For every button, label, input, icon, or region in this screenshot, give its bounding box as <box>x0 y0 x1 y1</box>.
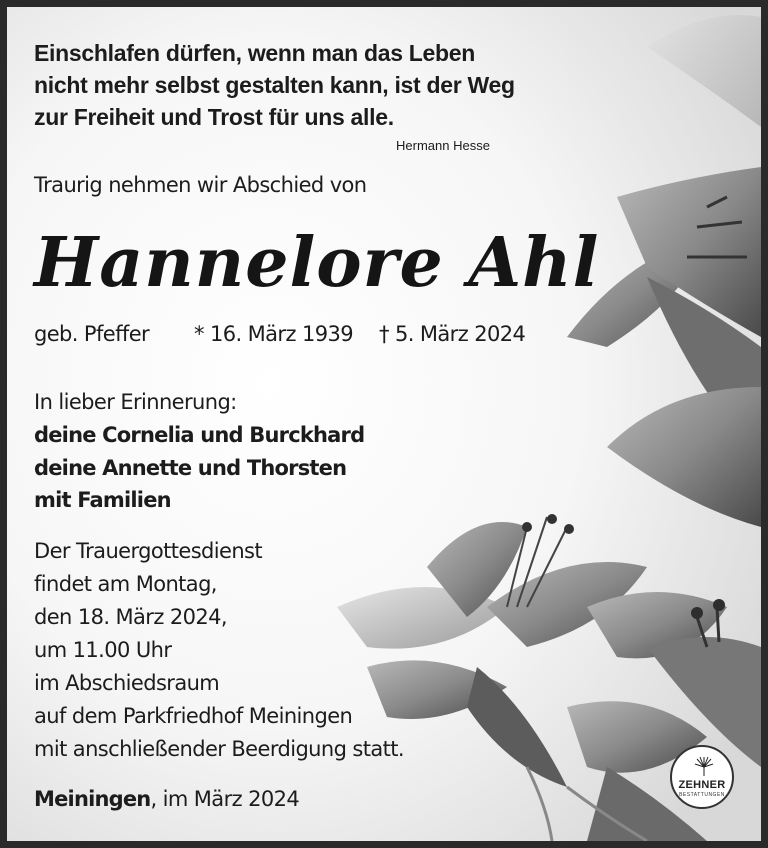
birth-name: geb. Pfeffer <box>34 322 150 346</box>
funeral-home-logo <box>670 745 734 809</box>
intro-text: Traurig nehmen wir Abschied von <box>34 173 367 197</box>
mourner-line-1: deine Cornelia und Burckhard <box>34 423 365 447</box>
birth-date: * 16. März 1939 <box>194 322 354 346</box>
closing-date: , im März 2024 <box>150 787 300 811</box>
service-line-2: findet am Montag, <box>34 572 217 596</box>
quote-author: Hermann Hesse <box>396 138 490 153</box>
service-line-6: auf dem Parkfriedhof Meiningen <box>34 704 353 728</box>
quote-line-1: Einschlafen dürfen, wenn man das Leben <box>34 40 476 66</box>
service-line-1: Der Trauergottesdienst <box>34 539 263 563</box>
quote-line-3: zur Freiheit und Trost für uns alle. <box>34 104 394 130</box>
service-line-7: mit anschließender Beerdigung statt. <box>34 737 404 761</box>
service-line-3: den 18. März 2024, <box>34 605 227 629</box>
death-date: † 5. März 2024 <box>379 322 526 346</box>
quote-line-2: nicht mehr selbst gestalten kann, ist der Weg <box>34 72 515 98</box>
closing-line <box>34 787 299 811</box>
service-line-4: um 11.00 Uhr <box>34 638 172 662</box>
dandelion-icon <box>694 755 714 777</box>
mourner-line-3: mit Familien <box>34 488 171 512</box>
service-line-5: im Abschiedsraum <box>34 671 220 695</box>
mourners-heading: In lieber Erinnerung: <box>34 390 237 414</box>
deceased-name: Hannelore Ahl <box>34 223 600 303</box>
logo-subtitle: BESTATTUNGEN <box>679 792 725 798</box>
logo-brand: ZEHNER <box>678 779 726 791</box>
mourner-line-2: deine Annette und Thorsten <box>34 456 347 480</box>
closing-place: Meiningen <box>34 787 151 811</box>
